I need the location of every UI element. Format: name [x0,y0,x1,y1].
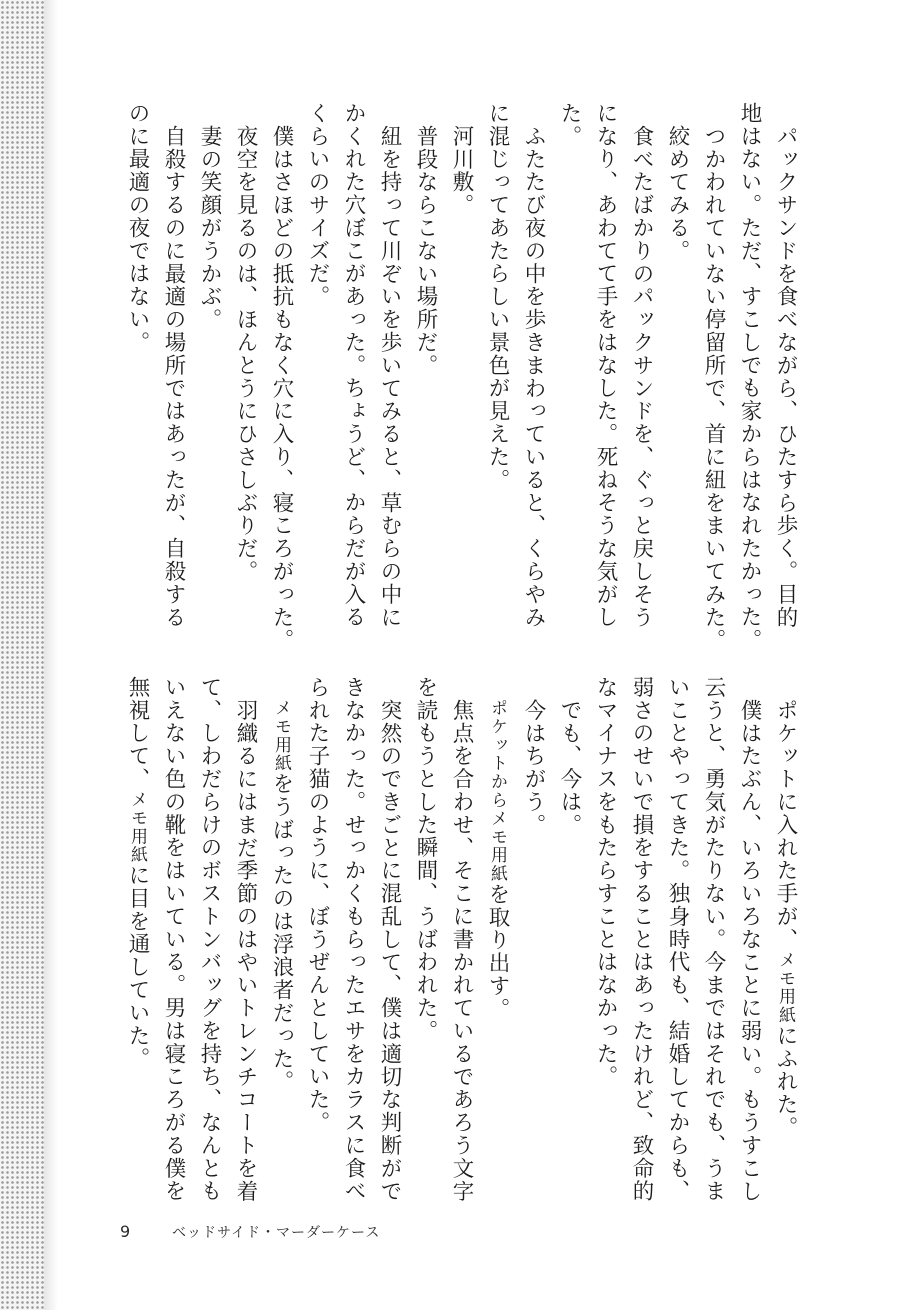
text-run: 食べたばかりのパックサンドを、ぐっと戻しそう [629,125,654,629]
text-run: くらいのサイズだ。 [305,102,330,309]
text-line [375,676,404,1203]
text-run: 云うと、勇気がたりない。今まではそれでも、うま [701,676,726,1203]
text-line [267,102,296,652]
text-run: のに最適の夜ではない。 [125,102,150,354]
text-line [267,676,296,1093]
text-run: 河川敷。 [449,125,474,217]
text-run: 夜空を見るのは、ほんとうにひさしぶりだ。 [233,125,258,583]
text-run: なマイナスをもたらすことはなかった。 [593,676,618,1089]
text-line [519,676,548,836]
text-line [591,676,620,1088]
text-run: に目を通していた。 [125,864,150,1071]
text-run: でも、今は。 [557,699,582,837]
page-footer [120,1222,380,1242]
text-line [519,102,548,629]
text-line [447,102,476,217]
text-run: 弱さのせいで損をすることはあったけれど、致命的 [629,676,654,1203]
text-line [699,102,728,652]
text-line [663,102,692,262]
text-line [411,676,440,1042]
text-line [627,676,656,1203]
text-line [447,676,476,1203]
small-text-run: メモ用紙 [487,809,507,884]
running-title: ベッドサイド・マーダーケース [172,1225,381,1241]
text-line [339,102,368,629]
text-run: になり、あわてて手をはなした。死ねそうな気がし [593,102,618,629]
text-run: 僕はたぶん、いろいろなことに弱い。もうすこし [737,699,762,1203]
text-run: を読もうとした瞬間、うばわれた。 [413,676,438,1043]
text-run: 焦点を合わせ、そこに書かれているであろう文字 [449,699,474,1203]
text-run: にふれた。 [773,1024,798,1140]
text-line [303,102,332,308]
small-text-run: メモ用紙 [127,790,147,865]
text-run: 妻の笑顔がうかぶ。 [197,125,222,332]
text-run: パックサンドを食べながら、ひたすら歩く。目的 [773,125,798,629]
text-run: 無視して、 [125,676,150,791]
text-run: かくれた穴ぼこがあった。ちょうど、からだが入る [341,102,366,629]
text-line [483,102,512,491]
text-line [411,102,440,377]
small-text-run: メモ用紙 [271,699,291,773]
page-number: 9 [120,1222,131,1241]
text-line [555,102,584,148]
text-run: きなかった。せっかくもらったエサをカラスに食べ [341,676,366,1203]
text-line [231,676,260,1203]
text-line [123,676,152,1070]
text-run: に混じってあたらしい景色が見えた。 [485,102,510,492]
text-line [735,102,764,652]
text-line [339,676,368,1203]
text-run: 絞めてみる。 [665,125,690,263]
text-run: 羽織るにはまだ季節のはやいトレンチコートを着 [233,699,258,1203]
lower-text-column [120,676,800,1203]
text-run: ポケットに入れた手が、 [773,699,798,951]
text-line [735,676,764,1203]
text-run: 突然のできごとに混乱して、僕は適切な判断がで [377,699,402,1203]
text-run: 自殺するのに最適の場所ではあったが、自殺する [161,125,186,629]
text-line [375,102,404,629]
text-line [771,102,800,629]
text-line [663,676,692,1203]
text-run: 今はちがう。 [521,699,546,837]
text-run: 普段ならこない場所だ。 [413,125,438,377]
text-line [303,676,332,1134]
text-run: て、しわだらけのボストンバッグを持ち、なんとも [197,676,222,1203]
text-line [699,676,728,1203]
text-line [195,676,224,1203]
text-run: いえない色の靴をはいている。男は寝ころがる僕を [161,676,186,1203]
text-line [123,102,152,354]
text-run: 地はない。ただ、すこしでも家からはなれたかった。 [737,102,762,652]
small-text-run: メモ用紙 [775,950,795,1025]
text-run: られた子猫のように、ぼうぜんとしていた。 [305,676,330,1134]
text-run: 僕はさほどの抵抗もなく穴に入り、寝ころがった。 [269,125,294,652]
text-run: をうばったのは浮浪者だった。 [269,772,294,1094]
text-line [771,676,800,1139]
text-line [159,102,188,629]
upper-text-column [120,102,800,652]
text-run: た。 [557,102,582,148]
text-run: いことやってきた。独身時代も、結婚してからも、 [665,676,690,1203]
text-run: 紐を持って川ぞいを歩いてみると、草むらの中に [377,125,402,629]
text-line [231,102,260,583]
text-line [591,102,620,629]
gutter-shadow [44,0,58,1310]
text-run: を取り出す。 [485,883,510,1021]
small-text-run: ポケットから [487,699,507,810]
text-run: ふたたび夜の中を歩きまわっていると、くらやみ [521,125,546,629]
text-line [627,102,656,629]
text-run: つかわれていない停留所で、首に紐をまいてみた。 [701,125,726,652]
text-line [195,102,224,331]
text-line [159,676,188,1203]
text-line [555,676,584,836]
halftone-page-edge [0,0,44,1310]
text-line [483,676,512,1020]
